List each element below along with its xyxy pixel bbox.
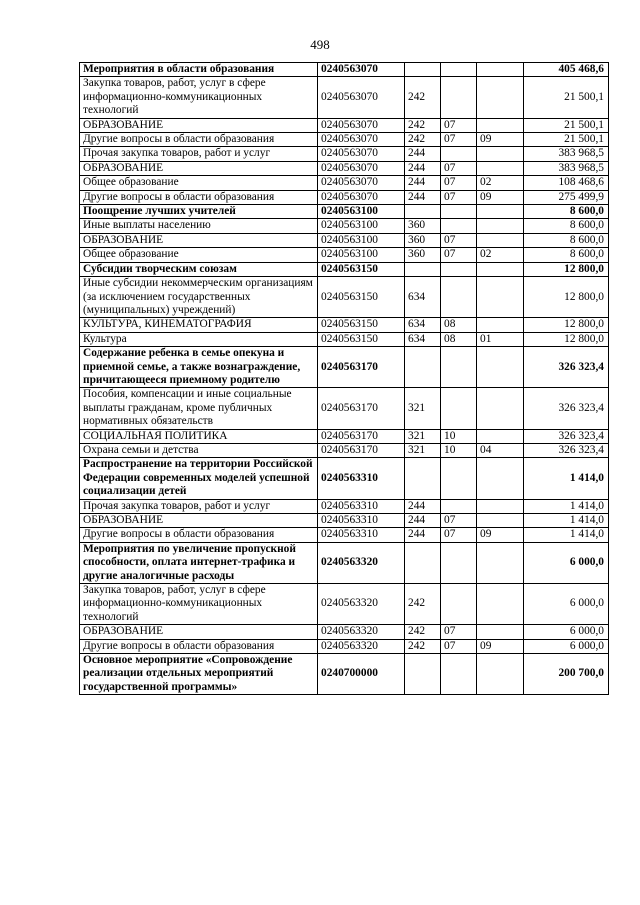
row-expense-type-cell: 321 [405,388,441,429]
table-row [80,499,609,513]
row-expense-type-cell: 244 [405,176,441,190]
row-amount-cell: 1 414,0 [524,458,609,499]
row-code-cell: 0240563170 [318,347,405,388]
row-name-cell: ОБРАЗОВАНИЕ [80,514,318,528]
table-row [80,233,609,247]
row-amount-cell: 383 968,5 [524,147,609,161]
row-amount-cell: 12 800,0 [524,277,609,318]
page-number: 498 [310,37,330,52]
row-expense-type-cell: 244 [405,528,441,542]
row-amount-cell: 326 323,4 [524,429,609,443]
row-subsection-cell: 09 [477,133,524,147]
row-subsection-cell [477,458,524,499]
row-code-cell: 0240700000 [318,654,405,695]
row-expense-type-cell: 242 [405,584,441,625]
table-row [80,388,609,429]
row-code-cell: 0240563100 [318,205,405,219]
row-section-cell: 07 [441,176,477,190]
row-amount-cell: 21 500,1 [524,118,609,132]
row-name-cell: ОБРАЗОВАНИЕ [80,625,318,639]
row-section-cell [441,147,477,161]
row-code-cell: 0240563100 [318,219,405,233]
row-amount-cell: 326 323,4 [524,443,609,457]
row-amount-cell: 21 500,1 [524,77,609,118]
row-subsection-cell: 04 [477,443,524,457]
row-name-cell: Общее образование [80,248,318,262]
table-row [80,639,609,653]
row-name-cell: СОЦИАЛЬНАЯ ПОЛИТИКА [80,429,318,443]
row-name-cell: КУЛЬТУРА, КИНЕМАТОГРАФИЯ [80,318,318,332]
table-row [80,147,609,161]
row-name-cell: Закупка товаров, работ, услуг в сфере информационно-коммуникационных технологий [80,77,318,118]
row-subsection-cell [477,514,524,528]
row-name-cell: Субсидии творческим союзам [80,262,318,276]
table-row [80,429,609,443]
row-subsection-cell [477,499,524,513]
row-section-cell [441,77,477,118]
row-expense-type-cell: 360 [405,233,441,247]
row-subsection-cell [477,63,524,77]
row-amount-cell: 200 700,0 [524,654,609,695]
row-name-cell: Прочая закупка товаров, работ и услуг [80,147,318,161]
table-row [80,262,609,276]
row-amount-cell: 1 414,0 [524,528,609,542]
row-name-cell: Мероприятия в области образования [80,63,318,77]
row-expense-type-cell: 634 [405,332,441,346]
table-row [80,625,609,639]
row-section-cell [441,388,477,429]
row-subsection-cell [477,318,524,332]
row-section-cell: 07 [441,514,477,528]
row-subsection-cell [477,542,524,583]
row-code-cell: 0240563310 [318,514,405,528]
table-row [80,332,609,346]
table-row [80,347,609,388]
row-subsection-cell: 09 [477,190,524,204]
row-code-cell: 0240563320 [318,542,405,583]
row-name-cell: ОБРАЗОВАНИЕ [80,161,318,175]
row-expense-type-cell: 244 [405,161,441,175]
row-code-cell: 0240563310 [318,499,405,513]
row-amount-cell: 8 600,0 [524,205,609,219]
table-row [80,514,609,528]
row-section-cell [441,347,477,388]
row-section-cell [441,63,477,77]
row-code-cell: 0240563320 [318,625,405,639]
row-code-cell: 0240563150 [318,262,405,276]
row-name-cell: Пособия, компенсации и иные социальные выплаты гражданам, кроме публичных нормативных обязательств [80,388,318,429]
row-amount-cell: 108 468,6 [524,176,609,190]
row-expense-type-cell: 242 [405,639,441,653]
row-name-cell: Другие вопросы в области образования [80,133,318,147]
row-expense-type-cell: 242 [405,133,441,147]
row-code-cell: 0240563070 [318,118,405,132]
row-subsection-cell [477,347,524,388]
row-code-cell: 0240563320 [318,584,405,625]
row-expense-type-cell [405,262,441,276]
row-subsection-cell: 09 [477,639,524,653]
row-subsection-cell [477,625,524,639]
row-subsection-cell [477,205,524,219]
row-section-cell: 08 [441,318,477,332]
row-section-cell: 10 [441,443,477,457]
row-name-cell: Прочая закупка товаров, работ и услуг [80,499,318,513]
row-code-cell: 0240563170 [318,388,405,429]
row-name-cell: Другие вопросы в области образования [80,190,318,204]
row-expense-type-cell: 244 [405,499,441,513]
row-section-cell: 07 [441,190,477,204]
table-row [80,248,609,262]
row-amount-cell: 326 323,4 [524,347,609,388]
row-expense-type-cell: 634 [405,318,441,332]
row-code-cell: 0240563070 [318,147,405,161]
row-expense-type-cell: 321 [405,443,441,457]
row-subsection-cell [477,584,524,625]
row-subsection-cell [477,118,524,132]
row-code-cell: 0240563150 [318,318,405,332]
row-subsection-cell [477,161,524,175]
row-name-cell: Распространение на территории Российской Федерации современных моделей успешной социализации детей [80,458,318,499]
table-row [80,77,609,118]
row-amount-cell: 405 468,6 [524,63,609,77]
row-amount-cell: 383 968,5 [524,161,609,175]
row-section-cell: 07 [441,118,477,132]
table-row [80,542,609,583]
row-subsection-cell [477,429,524,443]
row-section-cell [441,542,477,583]
row-section-cell [441,584,477,625]
row-code-cell: 0240563070 [318,77,405,118]
table-row [80,443,609,457]
row-section-cell [441,458,477,499]
row-subsection-cell: 02 [477,248,524,262]
table-row [80,63,609,77]
row-expense-type-cell: 360 [405,248,441,262]
row-expense-type-cell [405,347,441,388]
row-name-cell: ОБРАЗОВАНИЕ [80,118,318,132]
row-amount-cell: 6 000,0 [524,625,609,639]
row-code-cell: 0240563150 [318,277,405,318]
row-expense-type-cell [405,205,441,219]
row-section-cell: 10 [441,429,477,443]
row-code-cell: 0240563070 [318,63,405,77]
row-section-cell: 07 [441,625,477,639]
row-subsection-cell [477,277,524,318]
row-name-cell: Общее образование [80,176,318,190]
table-row [80,205,609,219]
row-amount-cell: 12 800,0 [524,262,609,276]
row-subsection-cell [477,219,524,233]
row-code-cell: 0240563070 [318,176,405,190]
row-code-cell: 0240563100 [318,248,405,262]
row-section-cell: 07 [441,161,477,175]
row-section-cell: 07 [441,233,477,247]
row-amount-cell: 8 600,0 [524,248,609,262]
table-row [80,133,609,147]
row-section-cell: 07 [441,528,477,542]
row-expense-type-cell: 634 [405,277,441,318]
row-section-cell: 07 [441,639,477,653]
row-name-cell: Другие вопросы в области образования [80,639,318,653]
row-name-cell: Охрана семьи и детства [80,443,318,457]
row-subsection-cell: 02 [477,176,524,190]
row-expense-type-cell: 360 [405,219,441,233]
row-code-cell: 0240563170 [318,443,405,457]
row-expense-type-cell: 242 [405,625,441,639]
row-amount-cell: 8 600,0 [524,233,609,247]
row-expense-type-cell: 244 [405,514,441,528]
row-expense-type-cell: 244 [405,147,441,161]
row-code-cell: 0240563310 [318,528,405,542]
row-name-cell: Иные субсидии некоммерческим организациям (за исключением государственных (муниципальных) учреждений) [80,277,318,318]
row-code-cell: 0240563320 [318,639,405,653]
row-subsection-cell [477,77,524,118]
row-code-cell: 0240563070 [318,133,405,147]
row-name-cell: Мероприятия по увеличение пропускной способности, оплата интернет-трафика и другие аналогичные расходы [80,542,318,583]
table-row [80,219,609,233]
row-expense-type-cell [405,654,441,695]
row-code-cell: 0240563170 [318,429,405,443]
row-amount-cell: 21 500,1 [524,133,609,147]
row-name-cell: Основное мероприятие «Сопровождение реализации отдельных мероприятий государственной программы» [80,654,318,695]
row-section-cell [441,277,477,318]
row-code-cell: 0240563310 [318,458,405,499]
row-amount-cell: 8 600,0 [524,219,609,233]
table-row [80,190,609,204]
table-row [80,161,609,175]
row-name-cell: Содержание ребенка в семье опекуна и приемной семье, а также вознаграждение, причитающееся приемному родителю [80,347,318,388]
budget-table [79,62,609,695]
row-section-cell [441,205,477,219]
row-expense-type-cell: 244 [405,190,441,204]
row-amount-cell: 326 323,4 [524,388,609,429]
table-row [80,584,609,625]
row-amount-cell: 12 800,0 [524,332,609,346]
row-name-cell: ОБРАЗОВАНИЕ [80,233,318,247]
row-expense-type-cell: 242 [405,77,441,118]
row-code-cell: 0240563100 [318,233,405,247]
table-row [80,654,609,695]
row-section-cell: 08 [441,332,477,346]
row-amount-cell: 1 414,0 [524,514,609,528]
row-amount-cell: 6 000,0 [524,639,609,653]
table-row [80,118,609,132]
row-amount-cell: 12 800,0 [524,318,609,332]
row-name-cell: Культура [80,332,318,346]
row-section-cell: 07 [441,248,477,262]
table-row [80,277,609,318]
row-code-cell: 0240563150 [318,332,405,346]
row-subsection-cell [477,147,524,161]
row-name-cell: Иные выплаты населению [80,219,318,233]
row-subsection-cell [477,233,524,247]
row-subsection-cell [477,262,524,276]
row-amount-cell: 275 499,9 [524,190,609,204]
row-expense-type-cell: 321 [405,429,441,443]
row-section-cell [441,499,477,513]
row-section-cell [441,219,477,233]
row-code-cell: 0240563070 [318,161,405,175]
row-code-cell: 0240563070 [318,190,405,204]
table-row [80,176,609,190]
row-subsection-cell [477,654,524,695]
row-amount-cell: 1 414,0 [524,499,609,513]
row-subsection-cell: 01 [477,332,524,346]
row-subsection-cell [477,388,524,429]
row-expense-type-cell [405,542,441,583]
row-expense-type-cell: 242 [405,118,441,132]
row-section-cell [441,262,477,276]
row-name-cell: Другие вопросы в области образования [80,528,318,542]
row-amount-cell: 6 000,0 [524,542,609,583]
row-expense-type-cell [405,63,441,77]
table-row [80,528,609,542]
budget-table-body [80,63,609,695]
row-amount-cell: 6 000,0 [524,584,609,625]
table-row [80,458,609,499]
row-expense-type-cell [405,458,441,499]
row-subsection-cell: 09 [477,528,524,542]
row-name-cell: Поощрение лучших учителей [80,205,318,219]
row-section-cell [441,654,477,695]
table-row [80,318,609,332]
row-name-cell: Закупка товаров, работ, услуг в сфере информационно-коммуникационных технологий [80,584,318,625]
row-section-cell: 07 [441,133,477,147]
